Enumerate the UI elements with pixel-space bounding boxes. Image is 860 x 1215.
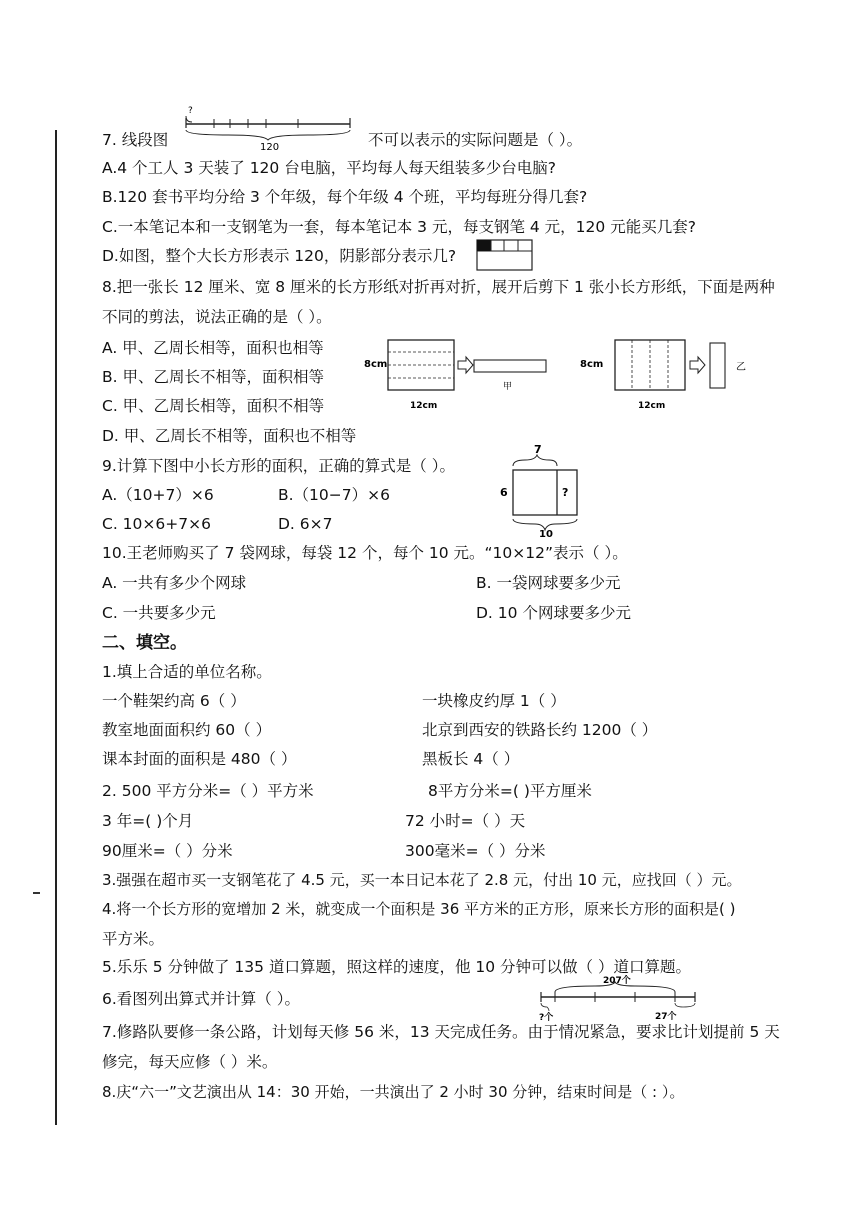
q9-option-b: B.（10−7）×6 <box>278 486 390 504</box>
f6-fig-q: ?个 <box>539 1013 554 1023</box>
q7-fig-bottom: 120 <box>260 142 280 152</box>
q8-option-d: D. 甲、乙周长不相等，面积也不相等 <box>102 427 357 445</box>
q9-stem: 9.计算下图中小长方形的面积，正确的算式是（ ）。 <box>102 457 455 475</box>
binding-margin-line <box>55 130 57 1125</box>
q8-label-jia: 甲 <box>503 382 513 392</box>
q8-fig-height-1: 8cm <box>364 359 388 370</box>
q10-option-d: D. 10 个网球要多少元 <box>476 604 631 622</box>
q8-stem-line1: 8.把一张长 12 厘米、宽 8 厘米的长方形纸对折再对折，展开后剪下 1 张小长方形纸，下面是两种 <box>102 278 775 296</box>
q9-fig-top: 7 <box>534 443 542 456</box>
q9-fig-q: ? <box>562 486 569 499</box>
q7-option-c: C.一本笔记本和一支钢笔为一套，每本笔记本 3 元，每支钢笔 4 元，120 元能买几套? <box>102 218 696 236</box>
q7-prefix: 7. 线段图 <box>102 131 169 149</box>
q8-cutting-figures <box>360 330 780 415</box>
f6-segment-diagram <box>535 973 715 1023</box>
f2-c: 3 年=( )个月 <box>102 812 194 830</box>
f2-e: 90厘米=（ ）分米 <box>102 842 233 860</box>
f8-question: 8.庆“六一”文艺演出从 14：30 开始，一共演出了 2 小时 30 分钟，结束时间是（ : ）。 <box>102 1083 685 1101</box>
q9-option-a: A.（10+7）×6 <box>102 486 214 504</box>
f3-question: 3.强强在超市买一支钢笔花了 4.5 元，买一本日记本花了 2.8 元，付出 10 元，应找回（ ）元。 <box>102 871 742 889</box>
q10-stem: 10.王老师购买了 7 袋网球，每袋 12 个，每个 10 元。“10×12”表示（ ）。 <box>102 544 628 562</box>
f4-line2: 平方米。 <box>102 930 165 948</box>
f2-f: 300毫米=（ ）分米 <box>405 842 546 860</box>
q7-option-a: A.4 个工人 3 天装了 120 台电脑，平均每人每天组装多少台电脑? <box>102 159 556 177</box>
q9-fig-bottom: 10 <box>539 529 553 540</box>
f4-line1: 4.将一个长方形的宽增加 2 米，就变成一个面积是 36 平方米的正方形，原来长方形的面积是( ) <box>102 900 736 918</box>
q7-option-b: B.120 套书平均分给 3 个年级，每个年级 4 个班，平均每班分得几套? <box>102 188 588 206</box>
f6-fig-right: 27个 <box>655 1012 677 1022</box>
q8-option-a: A. 甲、乙周长相等，面积也相等 <box>102 339 324 357</box>
f1-row2-left: 教室地面面积约 60（ ） <box>102 721 272 739</box>
f6-stem: 6.看图列出算式并计算（ ）。 <box>102 990 300 1008</box>
f1-row1-left: 一个鞋架约高 6（ ） <box>102 692 246 710</box>
q8-option-b: B. 甲、乙周长不相等，面积相等 <box>102 368 324 386</box>
q7-shaded-rectangle <box>476 239 534 271</box>
q10-option-c: C. 一共要多少元 <box>102 604 216 622</box>
f7-line2: 修完，每天应修（ ）米。 <box>102 1053 278 1071</box>
f2-a: 2. 500 平方分米=（ ）平方米 <box>102 782 314 800</box>
margin-tick <box>33 892 40 894</box>
q8-fig-height-2: 8cm <box>580 359 604 370</box>
q8-stem-line2: 不同的剪法，说法正确的是（ ）。 <box>102 308 332 326</box>
f2-d: 72 小时=（ ）天 <box>405 812 526 830</box>
f1-stem: 1.填上合适的单位名称。 <box>102 663 272 681</box>
f1-row1-right: 一块橡皮约厚 1（ ） <box>422 692 566 710</box>
f6-fig-top: 207个 <box>603 976 631 986</box>
f1-row2-right: 北京到西安的铁路长约 1200（ ） <box>422 721 658 739</box>
q8-fig-width-2: 12cm <box>638 401 666 411</box>
f1-row3-right: 黑板长 4（ ） <box>422 750 520 768</box>
q9-fig-left: 6 <box>500 486 508 499</box>
q9-rectangle-figure <box>495 440 585 540</box>
q9-option-d: D. 6×7 <box>278 515 333 533</box>
q10-option-b: B. 一袋网球要多少元 <box>476 574 621 592</box>
f7-line1: 7.修路队要修一条公路，计划每天修 56 米，13 天完成任务。由于情况紧急，要求比计划提前 5 天 <box>102 1023 780 1041</box>
q7-segment-diagram <box>178 102 358 152</box>
q8-option-c: C. 甲、乙周长相等，面积不相等 <box>102 397 325 415</box>
q7-option-d: D.如图，整个大长方形表示 120，阴影部分表示几? <box>102 247 457 265</box>
q8-label-yi: 乙 <box>736 362 746 373</box>
q8-fig-width-1: 12cm <box>410 401 438 411</box>
f2-b: 8平方分米=( )平方厘米 <box>428 782 592 800</box>
q9-option-c: C. 10×6+7×6 <box>102 515 211 533</box>
section2-title: 二、填空。 <box>102 633 187 653</box>
q10-option-a: A. 一共有多少个网球 <box>102 574 247 592</box>
f1-row3-left: 课本封面的面积是 480（ ） <box>102 750 297 768</box>
q7-fig-top: ? <box>188 106 193 116</box>
f5-question: 5.乐乐 5 分钟做了 135 道口算题，照这样的速度，他 10 分钟可以做（ ）道口算题。 <box>102 958 691 976</box>
q7-suffix: 不可以表示的实际问题是（ ）。 <box>368 131 583 149</box>
